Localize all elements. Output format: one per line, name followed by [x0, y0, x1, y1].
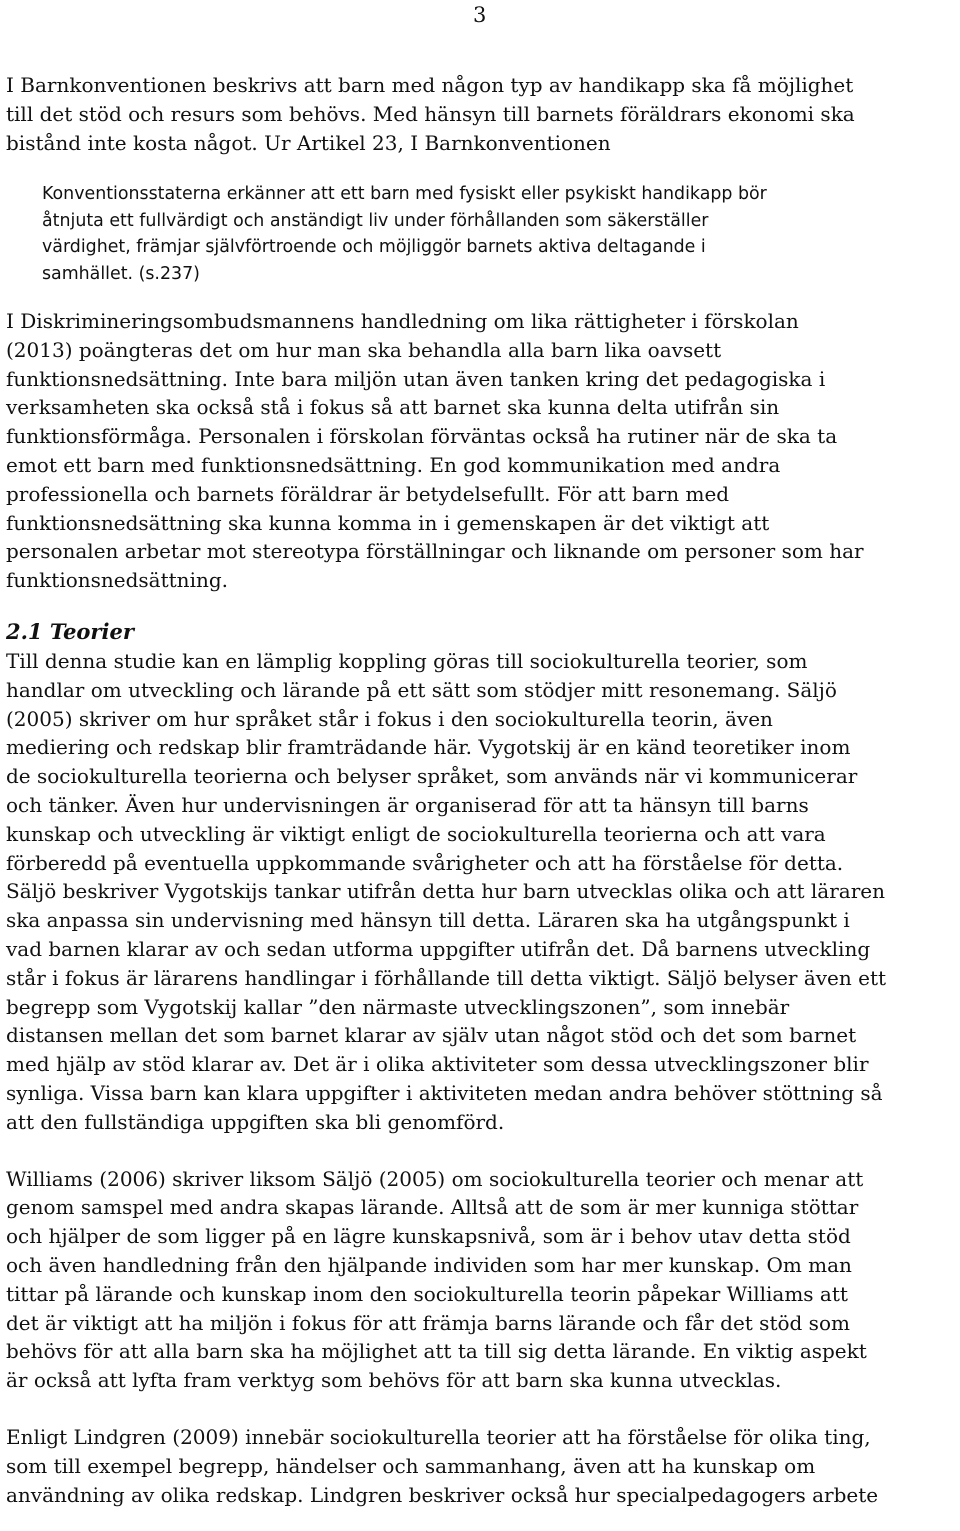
- text-line: funktionsförmåga. Personalen i förskolan förväntas också ha rutiner när de ska ta: [6, 424, 838, 449]
- paragraph-do-guide: [6, 307, 956, 595]
- text-line: Enligt Lindgren (2009) innebär sociokulturella teorier att ha förståelse för olika ting,: [6, 1424, 871, 1449]
- block-quote: [42, 181, 956, 287]
- text-line: emot ett barn med funktionsnedsättning. En god kommunikation med andra: [6, 453, 781, 477]
- text-line: I Diskrimineringsombudsmannens handledning om lika rättigheter i förskolan: [6, 309, 799, 334]
- text-line: förberedd på eventuella uppkommande svårigheter och att ha förståelse för detta.: [6, 850, 844, 875]
- text-line: funktionsnedsättning.: [6, 568, 229, 593]
- page-number: 3: [473, 3, 487, 27]
- text-line: synliga. Vissa barn kan klara uppgifter i aktiviteten medan andra behöver stöttning så: [6, 1080, 883, 1105]
- text-line: Williams (2006) skriver liksom Säljö (2005) om sociokulturella teorier och menar att: [6, 1166, 864, 1191]
- quote-line: värdighet, främjar självförtroende och möjliggör barnets aktiva deltagande i: [42, 237, 706, 258]
- text-line: med hjälp av stöd klarar av. Det är i olika aktiviteter som dessa utvecklingszoner blir: [6, 1052, 869, 1077]
- text-line: ska anpassa sin undervisning med hänsyn till detta. Läraren ska ha utgångspunkt i: [6, 908, 850, 933]
- text-line: behövs för att alla barn ska ha möjlighet att ta till sig detta lärande. En viktig aspekt: [6, 1339, 867, 1364]
- text-line: begrepp som Vygotskij kallar ”den närmaste utvecklingszonen”, som innebär: [6, 994, 790, 1019]
- paragraph-theory: [6, 647, 956, 1137]
- text-line: mediering och redskap blir framträdande här. Vygotskij är en känd teoretiker inom: [6, 735, 851, 760]
- text-line: är också att lyfta fram verktyg som behövs för att barn ska kunna utvecklas.: [6, 1368, 782, 1393]
- text-line: Till denna studie kan en lämplig koppling göras till sociokulturella teorier, som: [6, 648, 808, 673]
- text-line: I Barnkonventionen beskrivs att barn med någon typ av handikapp ska få möjlighet: [6, 73, 854, 97]
- text-line: (2013) poängteras det om hur man ska behandla alla barn lika oavsett: [6, 337, 722, 362]
- quote-line: Konventionsstaterna erkänner att ett barn med fysiskt eller psykiskt handikapp bör: [42, 184, 767, 205]
- text-line: det är viktigt att ha miljön i fokus för att främja barns lärande och får det stöd som: [6, 1310, 850, 1335]
- paragraph-intro: [6, 71, 956, 157]
- text-line: och hjälper de som ligger på en lägre kunskapsnivå, som är i behov utav detta stöd: [6, 1224, 851, 1249]
- text-line: personalen arbetar mot stereotypa förställningar och liknande om personer som har: [6, 539, 864, 564]
- text-line: till det stöd och resurs som behövs. Med hänsyn till barnets föräldrars ekonomi ska: [6, 101, 855, 126]
- text-line: funktionsnedsättning. Inte bara miljön utan även tanken kring det pedagogiska i: [6, 366, 826, 391]
- text-line: funktionsnedsättning ska kunna komma in i gemenskapen är det viktigt att: [6, 510, 770, 535]
- quote-line: samhället. (s.237): [42, 263, 200, 284]
- text-line: och även handledning från den hjälpande individen som har mer kunskap. Om man: [6, 1252, 852, 1277]
- text-line: Säljö beskriver Vygotskijs tankar utifrån detta hur barn utvecklas olika och att läraren: [6, 879, 885, 904]
- text-line: (2005) skriver om hur språket står i fokus i den sociokulturella teorin, även: [6, 706, 773, 731]
- paragraph-lindgren: [6, 1423, 956, 1509]
- paragraph-williams: [6, 1165, 956, 1395]
- text-line: handlar om utveckling och lärande på ett sätt som stödjer mitt resonemang. Säljö: [6, 677, 837, 702]
- section-heading: 2.1 Teorier: [6, 618, 134, 644]
- text-line: kunskap och utveckling är viktigt enligt de sociokulturella teorierna och att vara: [6, 821, 826, 846]
- text-line: står i fokus är lärarens handlingar i förhållande till detta viktigt. Säljö belyser även ett: [6, 965, 887, 990]
- text-line: distansen mellan det som barnet klarar av själv utan något stöd och det som barnet: [6, 1023, 857, 1048]
- text-line: som till exempel begrepp, händelser och sammanhang, även att ha kunskap om: [6, 1453, 816, 1478]
- document-body: [6, 71, 956, 1509]
- quote-line: åtnjuta ett fullvärdigt och anständigt liv under förhållanden som säkerställer: [42, 210, 709, 231]
- text-line: vad barnen klarar av och sedan utforma uppgifter utifrån det. Då barnens utveckling: [6, 936, 871, 961]
- text-line: och tänker. Även hur undervisningen är organiserad för att ta hänsyn till barns: [6, 792, 809, 817]
- text-line: genom samspel med andra skapas lärande. Alltså att de som är mer kunniga stöttar: [6, 1195, 859, 1220]
- text-line: att den fullständiga uppgiften ska bli genomförd.: [6, 1109, 505, 1134]
- text-line: professionella och barnets föräldrar är betydelsefullt. För att barn med: [6, 481, 730, 506]
- text-line: bistånd inte kosta något. Ur Artikel 23, I Barnkonventionen: [6, 130, 611, 155]
- text-line: användning av olika redskap. Lindgren beskriver också hur specialpedagogers arbete: [6, 1482, 879, 1507]
- text-line: tittar på lärande och kunskap inom den sociokulturella teorin påpekar Williams att: [6, 1281, 848, 1306]
- text-line: de sociokulturella teorierna och belyser språket, som används när vi kommunicerar: [6, 764, 858, 789]
- text-line: verksamheten ska också stå i fokus så att barnet ska kunna delta utifrån sin: [6, 395, 780, 420]
